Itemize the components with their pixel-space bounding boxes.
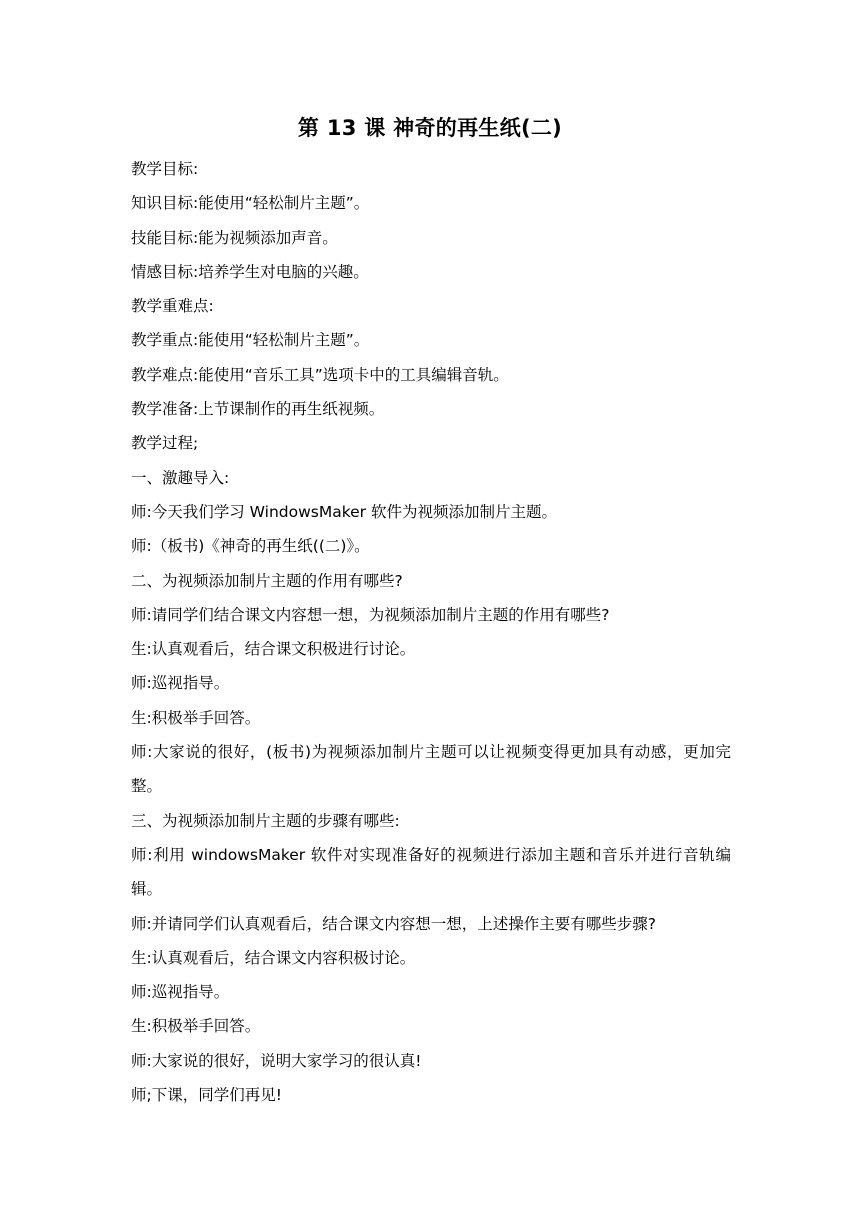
paragraph-line: 师:大家说的很好，(板书)为视频添加制片主题可以让视频变得更加具有动感，更加完整。 [131, 743, 731, 796]
paragraph-process: 教学过程; [131, 434, 199, 453]
paragraph-section-2: 二、为视频添加制片主题的作用有哪些? [131, 571, 403, 590]
paragraph-line: 生:认真观看后，结合课文积极进行讨论。 [131, 640, 416, 659]
paragraph-knowledge-goal: 知识目标:能使用“轻松制片主题”。 [131, 194, 370, 213]
paragraph-section-1: 一、激趣导入: [131, 468, 230, 487]
paragraph-line: 师:巡视指导。 [131, 983, 230, 1002]
paragraph-line: 师:请同学们结合课文内容想一想，为视频添加制片主题的作用有哪些? [131, 605, 610, 624]
paragraph-line: 生:认真观看后，结合课文内容积极讨论。 [131, 948, 416, 967]
paragraph-line: 师:大家说的很好，说明大家学习的很认真! [131, 1051, 422, 1070]
paragraph-section-3: 三、为视频添加制片主题的步骤有哪些: [131, 811, 400, 830]
paragraph-line: 生:积极举手回答。 [131, 1017, 261, 1036]
paragraph-teaching-goals: 教学目标: [131, 160, 199, 178]
paragraph-line: 师:利用 windowsMaker 软件对实现准备好的视频进行添加主题和音乐并进行音轨编辑。 [131, 845, 731, 899]
paragraph-key-point: 教学重点:能使用“轻松制片主题”。 [131, 331, 370, 350]
paragraph-line: 师;下课，同学们再见! [131, 1086, 282, 1105]
paragraph-line: 师:（板书)《神奇的再生纸((二)》。 [131, 537, 370, 556]
paragraph-difficult-point: 教学难点:能使用“音乐工具”选项卡中的工具编辑音轨。 [131, 365, 509, 384]
paragraph-line: 生:积极举手回答。 [131, 708, 261, 727]
paragraph-emotion-goal: 情感目标:培养学生对电脑的兴趣。 [131, 262, 369, 281]
paragraph-line: 师:今天我们学习 WindowsMaker 软件为视频添加制片主题。 [131, 502, 557, 521]
paragraph-key-difficult-points: 教学重难点: [131, 297, 214, 316]
document-body [131, 152, 731, 1112]
paragraph-line: 师:并请同学们认真观看后，结合课文内容想一想，上述操作主要有哪些步骤? [131, 914, 656, 933]
document-title: 第 13 课 神奇的再生纸(二) [297, 116, 563, 140]
paragraph-line: 师:巡视指导。 [131, 674, 230, 693]
paragraph-preparation: 教学准备:上节课制作的再生纸视频。 [131, 400, 385, 419]
paragraph-skill-goal: 技能目标:能为视频添加声音。 [131, 228, 338, 247]
